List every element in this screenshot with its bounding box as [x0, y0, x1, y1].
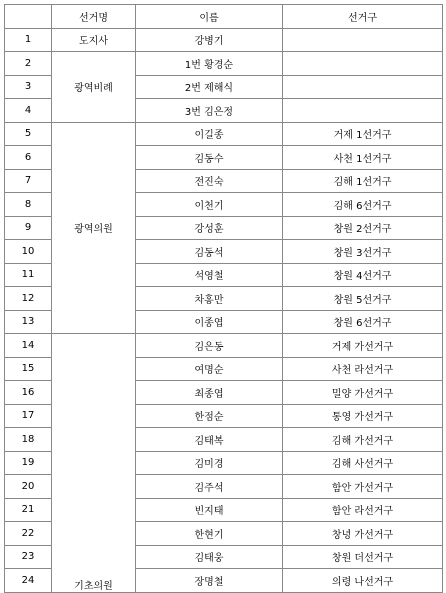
row-number: 17 — [5, 404, 52, 428]
row-name: 이길종 — [136, 122, 283, 146]
table-row — [5, 122, 443, 146]
row-number: 7 — [5, 169, 52, 193]
row-district: 창원 6선거구 — [283, 310, 443, 334]
row-number: 22 — [5, 522, 52, 546]
row-name: 강성훈 — [136, 216, 283, 240]
row-name: 한현기 — [136, 522, 283, 546]
row-name: 빈지태 — [136, 498, 283, 522]
row-name: 김미경 — [136, 451, 283, 475]
row-district — [283, 52, 443, 76]
header-election: 선거명 — [52, 5, 136, 29]
row-number: 23 — [5, 545, 52, 569]
row-name: 한점순 — [136, 404, 283, 428]
header-row — [5, 5, 443, 29]
row-district: 함안 라선거구 — [283, 498, 443, 522]
row-number: 14 — [5, 334, 52, 358]
row-number: 10 — [5, 240, 52, 264]
row-name: 강병기 — [136, 28, 283, 52]
row-name: 1번 황경순 — [136, 52, 283, 76]
row-name: 김동석 — [136, 240, 283, 264]
row-number: 11 — [5, 263, 52, 287]
group-governor: 도지사 — [52, 28, 136, 52]
row-name: 김태복 — [136, 428, 283, 452]
row-number: 6 — [5, 146, 52, 170]
row-number: 9 — [5, 216, 52, 240]
candidates-table — [4, 4, 443, 593]
row-district: 김해 1선거구 — [283, 169, 443, 193]
row-name: 전진숙 — [136, 169, 283, 193]
row-number: 8 — [5, 193, 52, 217]
row-number: 18 — [5, 428, 52, 452]
row-district: 거제 1선거구 — [283, 122, 443, 146]
row-number: 19 — [5, 451, 52, 475]
row-district: 김해 가선거구 — [283, 428, 443, 452]
row-name: 석영철 — [136, 263, 283, 287]
row-name: 이종엽 — [136, 310, 283, 334]
row-number: 21 — [5, 498, 52, 522]
group-proportional: 광역비례 — [52, 52, 136, 123]
group-local-council: 기초의원 — [52, 334, 136, 593]
row-number: 5 — [5, 122, 52, 146]
row-number: 4 — [5, 99, 52, 123]
row-number: 3 — [5, 75, 52, 99]
row-name: 차홍만 — [136, 287, 283, 311]
row-name: 이천기 — [136, 193, 283, 217]
row-name: 김주석 — [136, 475, 283, 499]
row-district — [283, 99, 443, 123]
row-district: 사천 1선거구 — [283, 146, 443, 170]
row-district: 김해 6선거구 — [283, 193, 443, 217]
row-number: 12 — [5, 287, 52, 311]
row-district: 밀양 가선거구 — [283, 381, 443, 405]
row-district: 함안 가선거구 — [283, 475, 443, 499]
row-name: 최종엽 — [136, 381, 283, 405]
row-name: 김은동 — [136, 334, 283, 358]
row-name: 장명철 — [136, 569, 283, 593]
row-number: 13 — [5, 310, 52, 334]
row-district: 통영 가선거구 — [283, 404, 443, 428]
row-number: 24 — [5, 569, 52, 593]
row-district — [283, 28, 443, 52]
row-district: 의령 나선거구 — [283, 569, 443, 593]
row-district: 창원 2선거구 — [283, 216, 443, 240]
table-row — [5, 52, 443, 76]
row-name: 2번 제해식 — [136, 75, 283, 99]
row-name: 여명순 — [136, 357, 283, 381]
row-name: 김태웅 — [136, 545, 283, 569]
row-district: 김해 사선거구 — [283, 451, 443, 475]
row-district: 창원 4선거구 — [283, 263, 443, 287]
row-district: 창원 더선거구 — [283, 545, 443, 569]
group-metro-council: 광역의원 — [52, 122, 136, 334]
row-number: 15 — [5, 357, 52, 381]
row-name: 3번 김은정 — [136, 99, 283, 123]
row-district: 창녕 가선거구 — [283, 522, 443, 546]
row-number: 20 — [5, 475, 52, 499]
row-number: 16 — [5, 381, 52, 405]
row-district: 창원 5선거구 — [283, 287, 443, 311]
header-district: 선거구 — [283, 5, 443, 29]
header-name: 이름 — [136, 5, 283, 29]
row-district — [283, 75, 443, 99]
table-row — [5, 334, 443, 358]
table-row — [5, 28, 443, 52]
row-district: 사천 라선거구 — [283, 357, 443, 381]
row-district: 창원 3선거구 — [283, 240, 443, 264]
row-name: 김동수 — [136, 146, 283, 170]
row-district: 거제 가선거구 — [283, 334, 443, 358]
row-number: 2 — [5, 52, 52, 76]
header-number — [5, 5, 52, 29]
row-number: 1 — [5, 28, 52, 52]
